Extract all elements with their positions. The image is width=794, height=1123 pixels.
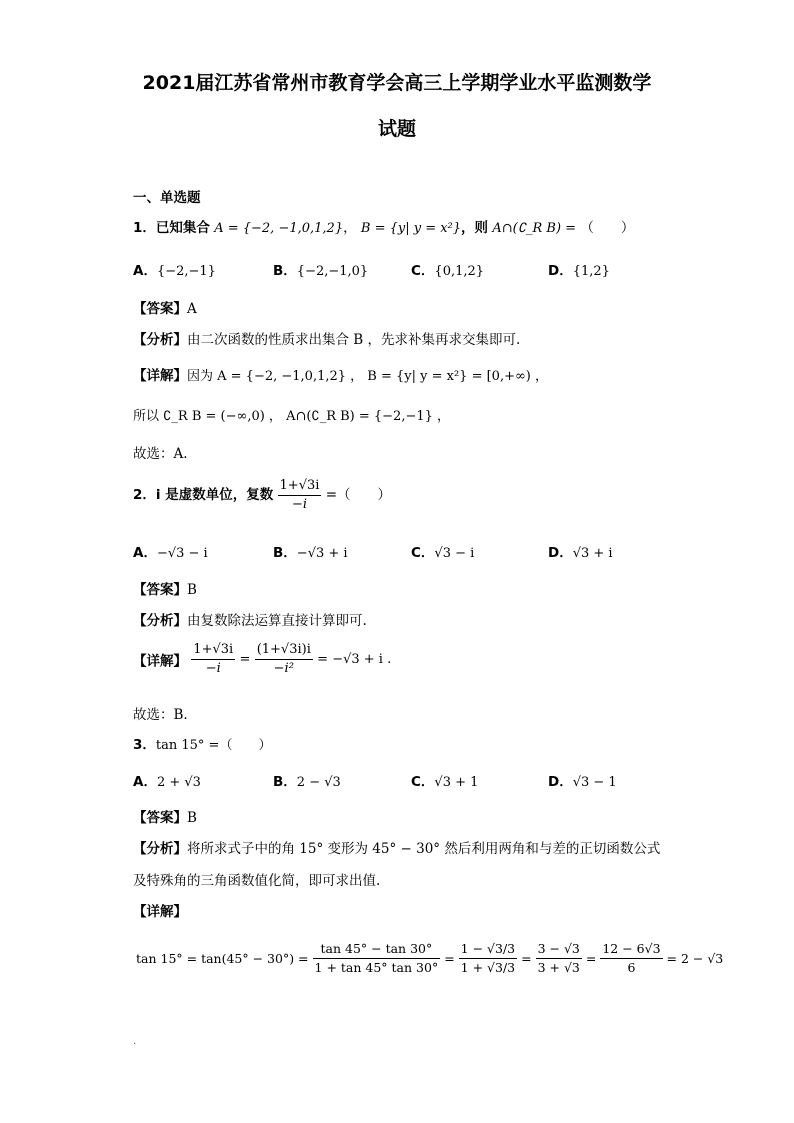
option-text: √3 − i: [434, 546, 475, 561]
question-stem-text: i 是虚数单位，复数: [155, 487, 274, 503]
answer-tag: 【答案】: [133, 301, 187, 317]
analysis-text: 由二次函数的性质求出集合 B ，先求补集再求交集即可.: [187, 332, 521, 348]
q2-option-b: [273, 541, 348, 561]
option-text: {0,1,2}: [434, 264, 485, 279]
option-text: 2 − √3: [296, 775, 341, 790]
option-label: B．: [273, 774, 297, 790]
fraction-numerator: (1+√3i)i: [255, 641, 313, 660]
fraction-denominator: 3 + √3: [537, 960, 580, 975]
option-label: A．: [133, 263, 157, 279]
detail-tag: 【详解】: [133, 368, 187, 384]
option-text: {−2,−1}: [156, 264, 216, 279]
q3-option-a: [133, 770, 201, 790]
fraction-numerator: tan 45° − tan 30°: [313, 940, 441, 959]
footer-dot: .: [133, 1036, 137, 1047]
question-stem-text: 已知集合: [155, 220, 210, 236]
separator: ，: [343, 220, 357, 236]
analysis-tag: 【分析】: [133, 841, 187, 857]
option-text: −√3 + i: [296, 546, 348, 561]
question-number: 2．: [133, 487, 156, 503]
question-3-stem: [133, 733, 271, 753]
option-label: D．: [548, 263, 573, 279]
section-heading: 一、单选题: [133, 190, 201, 206]
analysis-text: 由复数除法运算直接计算即可.: [187, 613, 367, 629]
fraction-denominator: −i²: [273, 661, 294, 676]
option-text: √3 + i: [572, 546, 613, 561]
detail-fraction-1: [191, 641, 235, 678]
option-label: D．: [548, 545, 573, 561]
q1-option-b: [273, 259, 368, 279]
answer-tag: 【答案】: [133, 810, 187, 826]
q3-analysis-line2: 及特殊角的三角函数值化简，即可求出值.: [133, 873, 381, 889]
q2-option-a: [133, 541, 208, 561]
option-text: √3 + 1: [434, 775, 479, 790]
option-label: B．: [273, 263, 297, 279]
question-number: 1．: [133, 220, 156, 236]
q2-conclusion: 故选：B.: [133, 707, 188, 723]
set-a-expr: A = {−2, −1,0,1,2}: [214, 221, 344, 236]
equation-fraction-1: [313, 940, 441, 977]
option-text: {−2,−1,0}: [296, 264, 369, 279]
q3-option-b: [273, 770, 341, 790]
option-label: C．: [411, 545, 435, 561]
option-text: −√3 − i: [156, 546, 208, 561]
fraction-numerator: 3 − √3: [536, 940, 582, 959]
complex-fraction: [278, 477, 322, 514]
option-label: C．: [411, 263, 435, 279]
analysis-tag: 【分析】: [133, 613, 187, 629]
question-number: 3．: [133, 737, 156, 753]
q1-answer: [133, 297, 197, 317]
fraction-denominator: 6: [627, 960, 636, 975]
analysis-text: 将所求式子中的角 15° 变形为 45° − 30° 然后利用两角和与差的正切函数公式: [187, 841, 661, 857]
detail-result: = −√3 + i .: [317, 652, 392, 667]
q2-option-c: [411, 541, 474, 561]
answer-value: B: [187, 582, 197, 598]
q1-option-a: [133, 259, 216, 279]
then-text: ，则: [461, 220, 489, 236]
q3-analysis-line1: [133, 837, 660, 857]
equation-left: tan 15° = tan(45° − 30°) =: [136, 951, 309, 966]
equation-right: = 2 − √3: [666, 951, 724, 966]
q1-analysis: [133, 328, 520, 348]
option-text: {1,2}: [572, 264, 610, 279]
option-label: C．: [411, 774, 435, 790]
option-label: D．: [548, 774, 573, 790]
q1-option-c: [411, 259, 484, 279]
question-expr: A∩(∁_R B) =: [492, 221, 577, 236]
fraction-denominator: −i: [205, 661, 221, 676]
detail-fraction-2: [255, 641, 313, 678]
answer-tag: 【答案】: [133, 582, 187, 598]
q1-detail-line2: [133, 405, 450, 424]
fraction-numerator: 12 − 6√3: [600, 940, 662, 959]
fraction-denominator: −i: [291, 497, 307, 512]
question-2-stem: [133, 477, 391, 514]
answer-value: A: [187, 301, 197, 317]
q2-detail: 【详解】 $\frac{1+√3i}{-i}$ = $\frac{(1+√3i)i}{\text{−i²}}$ = −√3 + i .: [133, 642, 392, 676]
q1-detail-line1: [133, 364, 548, 384]
equation-fraction-3: [536, 940, 582, 977]
q3-detail-tag: 【详解】: [133, 904, 187, 920]
option-label: B．: [273, 545, 297, 561]
q3-option-c: [411, 770, 478, 790]
detail-text: 所以 ∁_R B = (−∞,0) ， A∩(∁_R B) = {−2,−1} ，: [133, 409, 451, 424]
fraction-numerator: 1+√3i: [191, 641, 235, 660]
q3-answer: [133, 806, 197, 826]
question-1-stem: [133, 216, 634, 236]
fraction-denominator: 1 + √3/3: [460, 960, 516, 975]
fraction-numerator: 1+√3i: [278, 477, 322, 496]
equation-fraction-4: [600, 940, 662, 977]
answer-paren: （ ）: [580, 220, 635, 236]
page-title-line1: 2021届江苏省常州市教育学会高三上学期学业水平监测数学: [142, 72, 652, 94]
q1-option-d: [548, 259, 610, 279]
page-title-line2: 试题: [377, 118, 416, 140]
q3-option-d: [548, 770, 617, 790]
equation-fraction-2: [459, 940, 517, 977]
set-b-expr: B = {y| y = x²}: [360, 221, 462, 236]
option-text: √3 − 1: [572, 775, 617, 790]
q2-option-d: [548, 541, 613, 561]
answer-paren: =（ ）: [325, 487, 392, 503]
q3-detail-equation: tan 15° = tan(45° − 30°) = $\frac{\tan 45^\circ - \tan 30^\circ}{1 + \tan 45^\circ \tan 30^\circ}$ = $\frac{1 - √3/3}{1 + √3/3}$ = $\frac{3 - √3}{3 + √3}$ = $\frac{12 - 6√3}{6}$ = 2 − √3: [136, 941, 724, 975]
analysis-tag: 【分析】: [133, 332, 187, 348]
q2-analysis: [133, 609, 367, 629]
option-text: 2 + √3: [156, 775, 201, 790]
answer-value: B: [187, 810, 197, 826]
option-label: A．: [133, 774, 157, 790]
option-label: A．: [133, 545, 157, 561]
q1-conclusion: 故选：A.: [133, 446, 188, 462]
fraction-denominator: 1 + tan 45° tan 30°: [314, 960, 439, 975]
question-stem-text: tan 15° =（ ）: [155, 738, 272, 753]
q2-answer: [133, 578, 197, 598]
detail-tag: 【详解】: [133, 653, 187, 670]
detail-text: 因为 A = {−2, −1,0,1,2} ， B = {y| y = x²} = [0,+∞) ，: [187, 369, 548, 384]
fraction-numerator: 1 − √3/3: [459, 940, 517, 959]
